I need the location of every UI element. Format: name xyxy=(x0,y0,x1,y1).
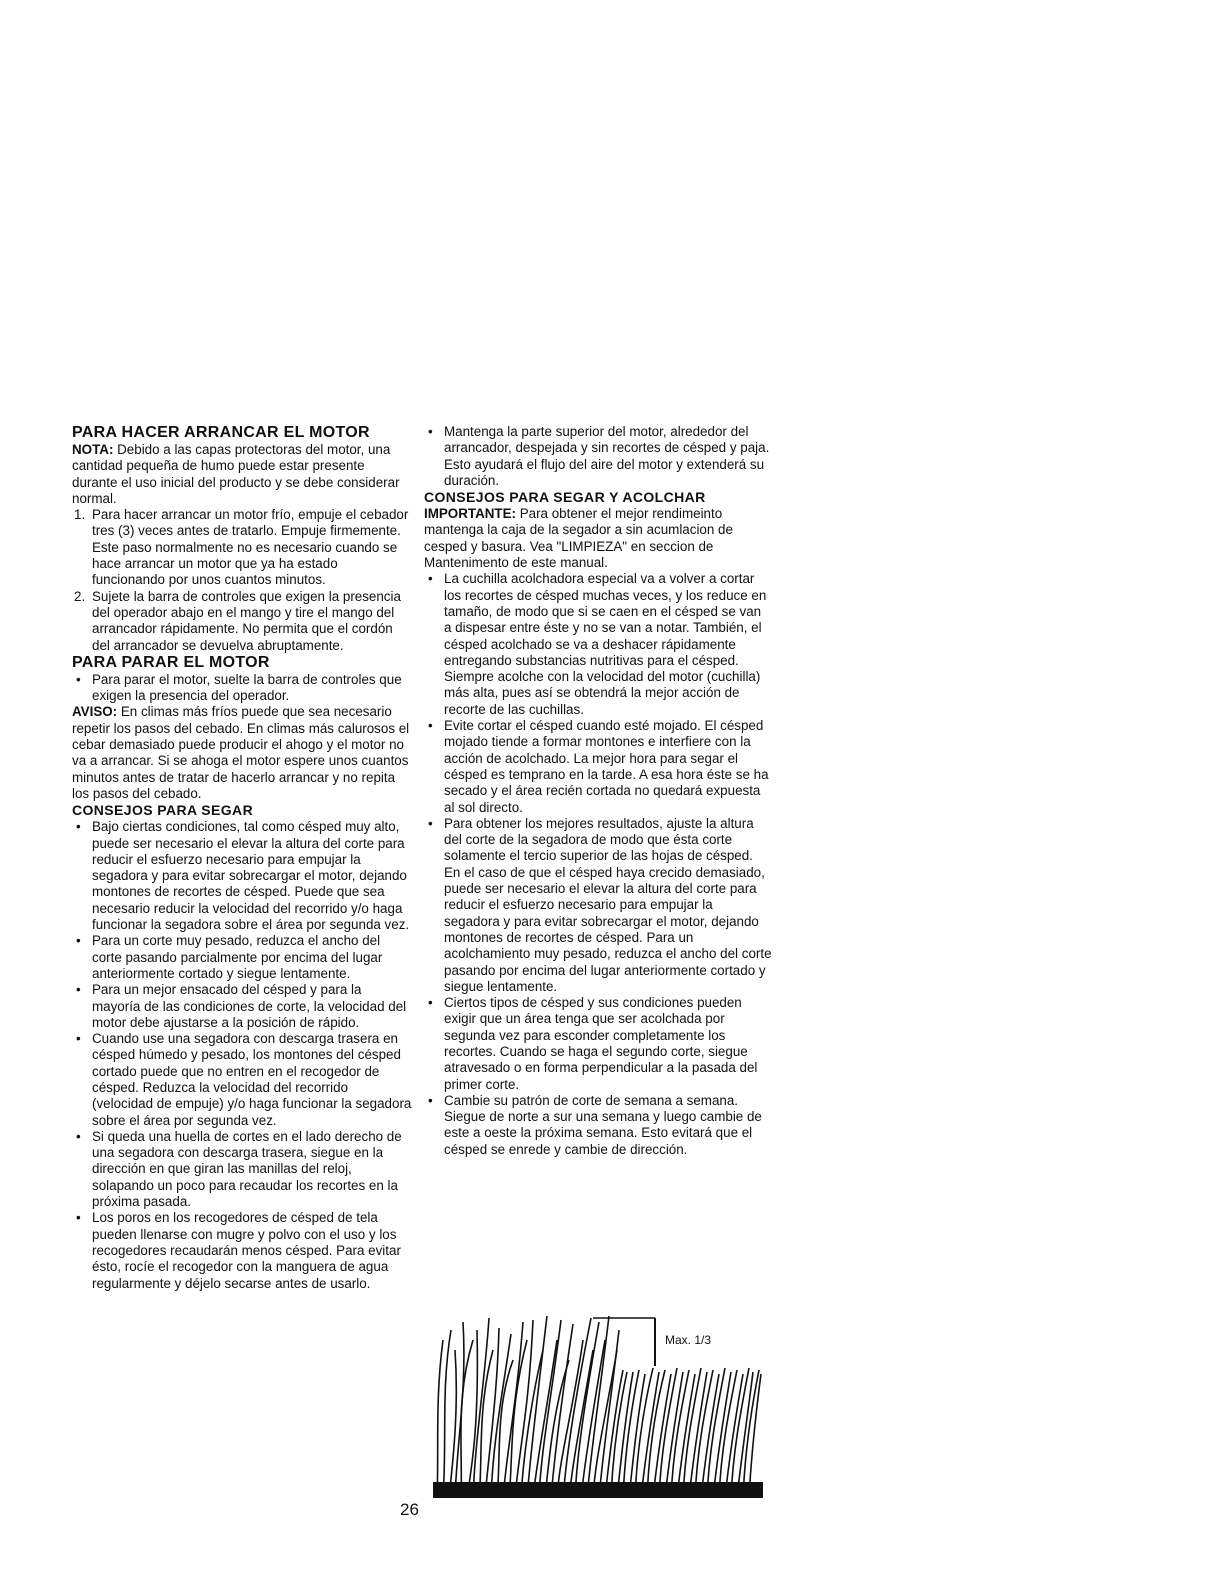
bullet-icon: • xyxy=(428,995,433,1011)
grass-blades xyxy=(437,1316,761,1498)
list-item xyxy=(72,933,412,982)
aviso-text: En climas más fríos puede que sea necesario repetir los pasos del cebado. En climas más calurosos el cebar demasiado puede producir el ahogo y el motor no va a arrancar. Si se ahoga el motor espere unos cuantos minutos antes de tratar de hacerlo arrancar y no repita los pasos del cebado. xyxy=(72,704,410,801)
step-text: Sujete la barra de controles que exigen la presencia del operador abajo en el mango y tire el mango del arrancador rápidamente. No permita que el cordón del arrancador se devuelva abruptamente. xyxy=(92,588,401,653)
importante-paragraph xyxy=(424,506,772,571)
list-item xyxy=(424,718,772,816)
start-steps-list xyxy=(72,507,412,654)
list-item xyxy=(72,672,412,705)
list-item xyxy=(72,1031,412,1129)
list-item xyxy=(72,982,412,1031)
bullet-text: Para obtener los mejores resultados, ajuste la altura del corte de la segadora de modo que ésta corte solamente el tercio superior de las hojas de césped. En el caso de que el césped haya crecido demasiado, puede ser necesario el elevar la altura del corte para reducir el esfuerzo necesario para empujar la segadora y para evitar sobrecargar el motor, dejando montones de recortes de césped. Para un acolchamiento muy pesado, reduzca el ancho del corte pasando por encima del lugar anteriormente cortado y siegue lentamente. xyxy=(444,815,772,994)
list-item xyxy=(72,1129,412,1210)
bullet-text: Mantenga la parte superior del motor, alrededor del arrancador, despejada y sin recortes de césped y paja. Esto ayudará el flujo del aire del motor y extenderá su duración. xyxy=(444,424,770,488)
step-number: 2. xyxy=(74,588,86,604)
left-column xyxy=(72,424,412,1292)
bullet-text: Cuando use una segadora con descarga trasera en césped húmedo y pesado, los montones del césped cortado puede que no entren en el recogedor de césped. Reduzca la velocidad del recorrido (velocidad de empuje) y/o haga funcionar la segadora sobre el área por segunda vez. xyxy=(92,1031,412,1128)
bullet-icon: • xyxy=(428,571,433,587)
mulch-bullets-list xyxy=(424,571,772,1158)
heading-mowing-tips: CONSEJOS PARA SEGAR xyxy=(72,802,254,819)
bullet-text: La cuchilla acolchadora especial va a volver a cortar los recortes de césped muchas veces, y los reduce en tamaño, de modo que si se caen en el césped se van a dispesar entre éste y no se van a notar. También, el césped acolchado se va a deshacer rápidamente entregando substancias nutritivas para el césped. Siempre acolche con la velocidad del motor (cuchilla) más alta, pues así se obtendrá la mejor acción de recorte de las cuchillas. xyxy=(444,571,767,717)
bullet-icon: • xyxy=(428,424,433,439)
importante-text: Para obtener el mejor rendimeinto mantenga la caja de la segador a sin acumlacion de cesped y basura. Vea "LIMPIEZA" en seccion de Mantenimento de este manual. xyxy=(424,506,733,571)
step-number: 1. xyxy=(74,507,86,523)
bullet-icon: • xyxy=(76,1210,81,1226)
bullet-icon: • xyxy=(428,1092,433,1108)
bullet-icon: • xyxy=(428,815,433,831)
heading-mulching-tips: CONSEJOS PARA SEGAR Y ACOLCHAR xyxy=(424,489,706,506)
nota-lead: NOTA: xyxy=(72,442,114,457)
bullet-icon: • xyxy=(76,982,81,998)
bullet-text: Si queda una huella de cortes en el lado derecho de una segadora con descarga trasera, siegue en la dirección en que giran las manillas del reloj, solapando un poco para recaudar los recortes en la próxima pasada. xyxy=(92,1128,402,1210)
bullet-icon: • xyxy=(428,718,433,734)
bullet-text: Para parar el motor, suelte la barra de controles que exigen la presencia del operador. xyxy=(92,671,402,704)
bullet-icon: • xyxy=(76,1128,81,1144)
list-item xyxy=(424,571,772,718)
step-text: Para hacer arrancar un motor frío, empuje el cebador tres (3) veces antes de tratarlo. Empuje firmemente. Este paso normalmente no es necesario cuando se hace arrancar un motor que ya ha estado funcionando por unos cuantos minutos. xyxy=(92,507,409,588)
nota-paragraph xyxy=(72,442,412,507)
right-column xyxy=(424,424,772,1158)
page-number: 26 xyxy=(400,1500,419,1519)
bullet-text: Para un mejor ensacado del césped y para la mayoría de las condiciones de corte, la velocidad del motor debe ajustarse a la posición de rápido. xyxy=(92,982,407,1030)
list-item xyxy=(424,424,772,489)
grass-cutting-height-illustration xyxy=(433,1310,763,1498)
mow-bullets-list xyxy=(72,819,412,1292)
bullet-icon: • xyxy=(76,819,81,835)
bullet-text: Ciertos tipos de césped y sus condiciones pueden exigir que un área tenga que ser acolchada por segunda vez para esconder completamente los recortes. Cuando se haga el segundo corte, siegue atravesado o en forma perpendicular a la pasada del primer corte. xyxy=(444,995,758,1092)
aviso-lead: AVISO: xyxy=(72,704,118,720)
stop-bullets-list xyxy=(72,672,412,705)
bullet-icon: • xyxy=(76,933,81,949)
bullet-text: Evite cortar el césped cuando esté mojado. El césped mojado tiende a formar montones e interfiere con la acción de acolchado. La mejor hora para segar el césped es temprano en la tarde. A esa hora éste se ha secado y el área recién cortada no quedará expuesta al sol directo. xyxy=(444,718,769,815)
bullet-icon: • xyxy=(76,1031,81,1047)
figure-label: Max. 1/3 xyxy=(665,1333,712,1347)
bullet-text: Cambie su patrón de corte de semana a semana. Siegue de norte a sur una semana y luego cambie de este a oeste la próxima semana. Esto evitará que el césped se enrede y cambie de dirección. xyxy=(444,1092,762,1157)
bullet-text: Los poros en los recogedores de césped de tela pueden llenarse con mugre y polvo con el uso y los recogedores recaudarán menos césped. Para evitar ésto, rocíe el recogedor con la manguera de agua regularmente y déjelo secarse antes de usarlo. xyxy=(92,1210,401,1291)
list-item xyxy=(72,1210,412,1291)
bullet-text: Bajo ciertas condiciones, tal como césped muy alto, puede ser necesario el elevar la altura del corte para reducir el esfuerzo necesario para empujar la segadora y para evitar sobrecargar el motor, dejando montones de recortes de césped. Puede que sea necesario reducir la velocidad del recorrido y/o haga funcionar la segadora sobre el área por segunda vez. xyxy=(92,819,410,933)
nota-text: Debido a las capas protectoras del motor, una cantidad pequeña de humo puede estar presente durante el uso inicial del producto y se debe considerar normal. xyxy=(72,442,400,506)
heading-start-engine: PARA HACER ARRANCAR EL MOTOR xyxy=(72,424,370,441)
list-item xyxy=(72,819,412,933)
list-item xyxy=(72,507,412,588)
bullet-text: Para un corte muy pesado, reduzca el ancho del corte pasando parcialmente por encima del lugar anteriormente cortado y siegue lentamente. xyxy=(92,933,383,981)
importante-lead: IMPORTANTE: xyxy=(424,506,516,522)
list-item xyxy=(72,589,412,654)
grass-base xyxy=(433,1482,763,1498)
top-bullets-list xyxy=(424,424,772,489)
list-item xyxy=(424,816,772,995)
bullet-icon: • xyxy=(76,671,81,687)
heading-stop-engine: PARA PARAR EL MOTOR xyxy=(72,653,270,671)
list-item xyxy=(424,995,772,1093)
list-item xyxy=(424,1093,772,1158)
aviso-paragraph xyxy=(72,704,412,802)
